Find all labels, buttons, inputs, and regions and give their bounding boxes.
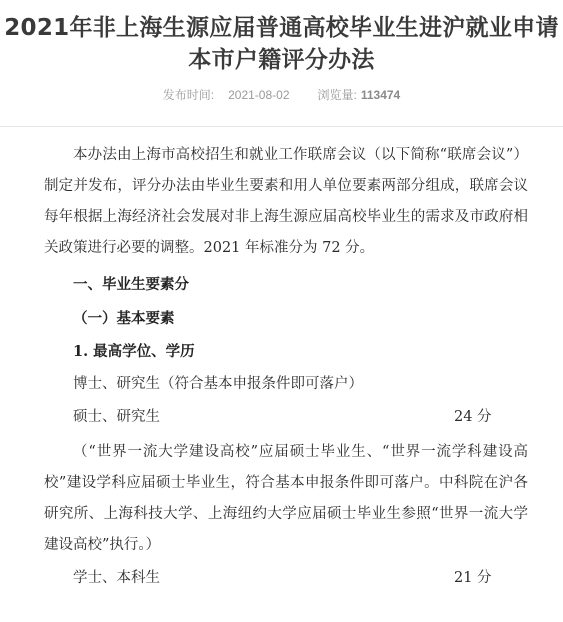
score-row-label: 硕士、研究生 bbox=[73, 409, 160, 425]
score-row-bachelor bbox=[44, 563, 528, 594]
score-row-label: 学士、本科生 bbox=[73, 570, 160, 586]
score-row-doctor bbox=[44, 369, 528, 400]
subsection-heading: （一）基本要素 bbox=[73, 310, 175, 327]
score-row-value: 24 分 bbox=[454, 409, 492, 425]
views-label: 浏览量: bbox=[317, 88, 357, 102]
note-paragraph: （“世界一流大学建设高校”应届硕士毕业生、“世界一流学科建设高校”建设学科应届硕士毕业生，符合基本申报条件即可落户。中科院在沪各研究所、上海科技大学、上海纽约大学应届硕士毕业生参照“世界一流大学建设高校”执行。） bbox=[44, 444, 528, 553]
header-divider bbox=[0, 126, 563, 127]
article-meta bbox=[0, 86, 563, 104]
publish-date: 2021-08-02 bbox=[228, 88, 290, 102]
score-row-value: 21 分 bbox=[454, 570, 492, 586]
article-body bbox=[44, 140, 528, 594]
article-title: 2021年非上海生源应届普通高校毕业生进沪就业申请本市户籍评分办法 bbox=[4, 15, 559, 73]
score-row-master bbox=[44, 402, 528, 433]
section-heading: 一、毕业生要素分 bbox=[73, 277, 189, 293]
score-row-label: 博士、研究生（符合基本申报条件即可落户） bbox=[73, 376, 363, 392]
intro-paragraph: 本办法由上海市高校招生和就业工作联席会议（以下简称“联席会议”）制定并发布，评分办法由毕业生要素和用人单位要素两部分组成，联席会议每年根据上海经济社会发展对非上海生源应届高校毕业生的需求及市政府相关政策进行必要的调整。2021 年标准分为 72 分。 bbox=[44, 147, 528, 256]
item-heading: 1. 最高学位、学历 bbox=[73, 343, 195, 360]
publish-time-label: 发布时间: bbox=[162, 88, 215, 102]
views-count: 113474 bbox=[360, 88, 401, 102]
